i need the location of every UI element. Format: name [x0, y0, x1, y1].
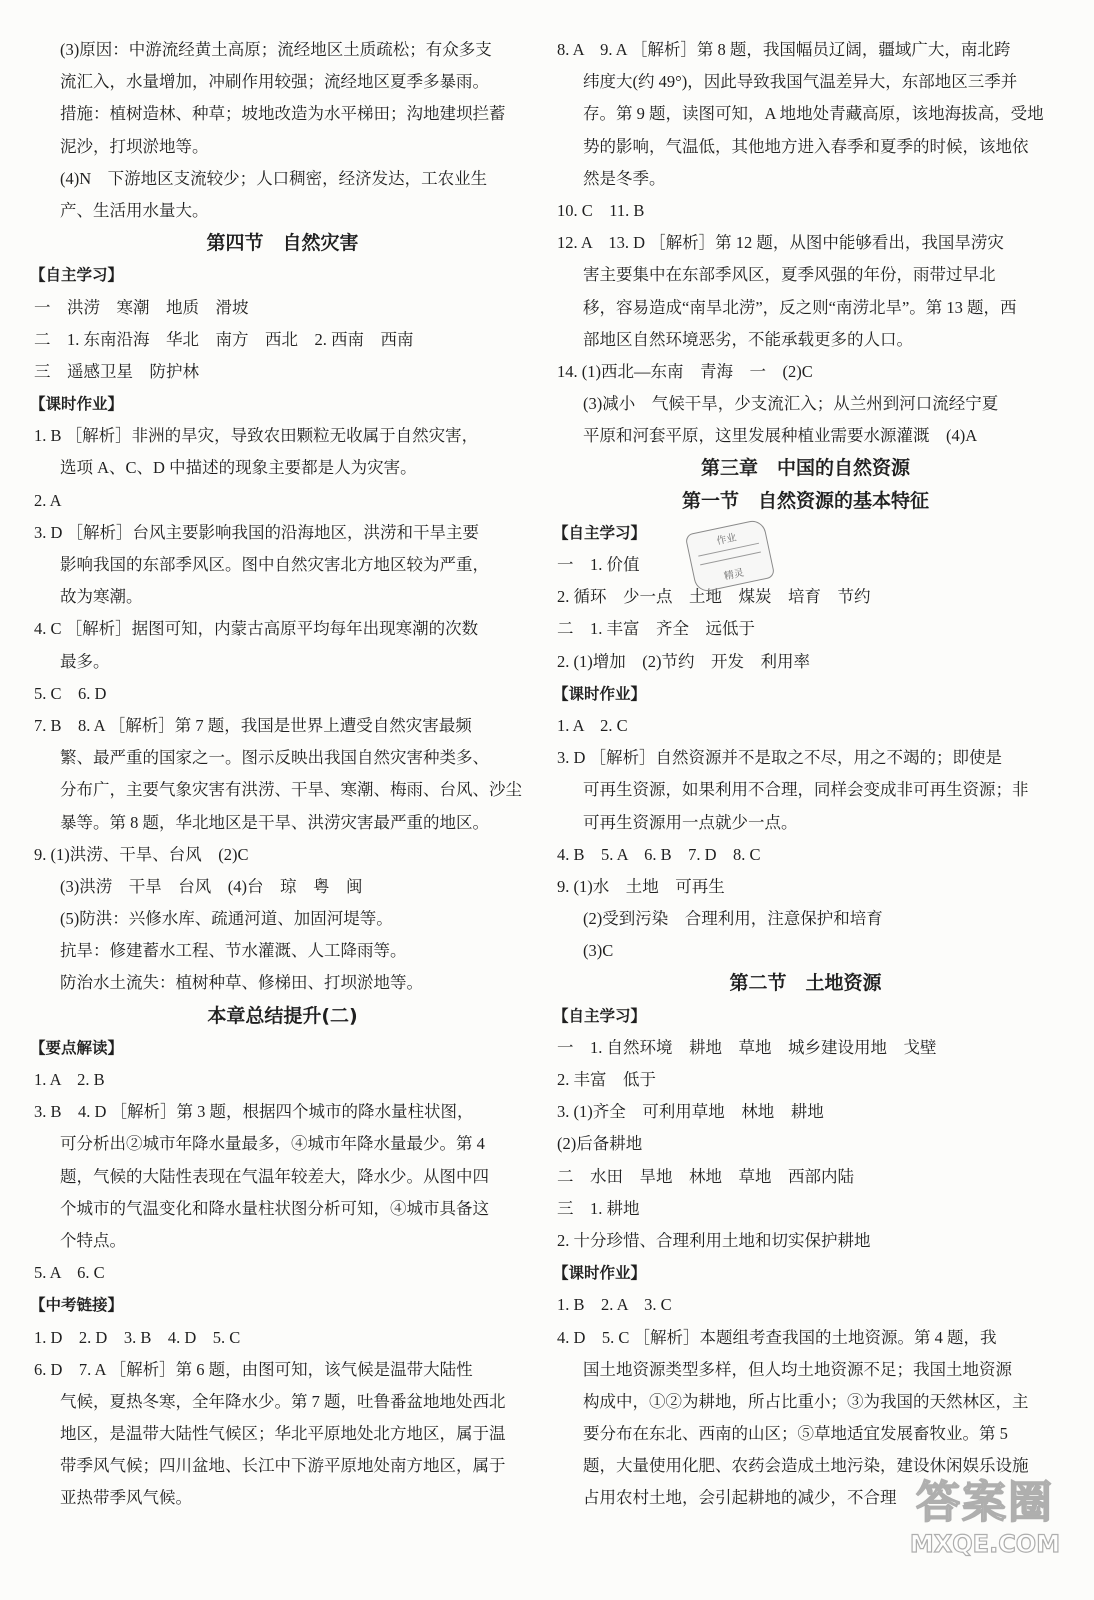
exam-link-label: 【中考链接】 — [30, 1296, 124, 1315]
answer-line: 2. 循环 少一点 土地 煤炭 培育 节约 — [557, 587, 871, 607]
chapter-title: 第三章 中国的自然资源 — [700, 457, 910, 480]
answer-line: 1. A 2. B — [34, 1070, 105, 1089]
answer-line: 二 1. 丰富 齐全 远低于 — [557, 619, 755, 639]
answer-line: 三 遥感卫星 防护林 — [34, 361, 199, 381]
answer-line: 4. D 5. C ［解析］本题组考查我国的土地资源。第 4 题，我 — [557, 1327, 997, 1347]
stamp-bottom-text: 精灵 — [723, 567, 745, 583]
answer-line: 抗旱：修建蓄水工程、节水灌溉、人工降雨等。 — [60, 941, 407, 961]
answer-line: 三 1. 耕地 — [557, 1198, 640, 1218]
answer-line: 4. C ［解析］据图可知，内蒙古高原平均每年出现寒潮的次数 — [34, 619, 479, 639]
key-points-label: 【要点解读】 — [30, 1038, 124, 1057]
answer-line: 3. D ［解析］自然资源并不是取之不尽，用之不竭的；即使是 — [557, 748, 1003, 768]
answer-line: 7. B 8. A ［解析］第 7 题，我国是世界上遭受自然灾害最频 — [34, 715, 472, 735]
answer-line: 1. A 2. C — [557, 715, 628, 735]
answer-line: 流汇入，水量增加，冲刷作用较强；流经地区夏季多暴雨。 — [60, 72, 489, 92]
answer-line: 9. (1)水 土地 可再生 — [557, 876, 725, 896]
left-column — [30, 34, 535, 1515]
answer-line: 一 1. 价值 — [557, 555, 640, 574]
answer-line: 可分析出②城市年降水量最多，④城市年降水量最少。第 4 — [60, 1134, 485, 1154]
answer-line: 移，容易造成“南旱北涝”，反之则“南涝北旱”。第 13 题，西 — [583, 297, 1017, 317]
answer-line: 亚热带季风气候。 — [60, 1488, 192, 1508]
answer-line: (3)原因：中游流经黄土高原；流经地区土质疏松；有众多支 — [60, 40, 492, 59]
answer-line: 气候，夏热冬寒，全年降水少。第 7 题，吐鲁番盆地地处西北 — [60, 1391, 506, 1411]
answer-line: 选项 A、C、D 中描述的现象主要都是人为灾害。 — [60, 458, 417, 478]
section-title: 第一节 自然资源的基本特征 — [681, 489, 929, 512]
homework-label: 【课时作业】 — [553, 1264, 647, 1283]
answer-line: 带季风气候；四川盆地、长江中下游平原地处南方地区，属于 — [60, 1456, 506, 1476]
answer-line: 2. (1)增加 (2)节约 开发 利用率 — [557, 651, 810, 671]
answer-line: 泥沙，打坝淤地等。 — [60, 136, 209, 156]
watermark — [900, 1476, 1070, 1566]
stamp-top-text: 作业 — [715, 532, 738, 548]
answer-line: 一 1. 自然环境 耕地 草地 城乡建设用地 戈壁 — [557, 1037, 937, 1057]
answer-line: 部地区自然环境恶劣，不能承载更多的人口。 — [583, 329, 913, 349]
answer-line: 2. 丰富 低于 — [557, 1070, 656, 1089]
answer-line: 题，气候的大陆性表现在气温年较差大，降水少。从图中四 — [60, 1166, 489, 1186]
answer-line: 地区，是温带大陆性气候区；华北平原地处北方地区，属于温 — [60, 1424, 506, 1444]
answer-line: 故为寒潮。 — [60, 587, 143, 607]
answer-line: (4)N 下游地区支流较少；人口稠密，经济发达，工农业生 — [60, 168, 488, 188]
answer-line: 5. C 6. D — [34, 683, 107, 703]
answer-line: 最多。 — [60, 651, 110, 671]
answer-line: (2)受到污染 合理利用，注意保护和培育 — [583, 909, 883, 929]
watermark-site: MXQE.COM — [909, 1530, 1061, 1558]
answer-line: 纬度大(约 49°)，因此导致我国气温差异大，东部地区三季并 — [583, 72, 1018, 92]
answer-line: (3)C — [583, 941, 614, 961]
answer-line: 8. A 9. A ［解析］第 8 题，我国幅员辽阔，疆域广大，南北跨 — [557, 40, 1011, 59]
answer-line: 个城市的气温变化和降水量柱状图分析可知，④城市具备这 — [60, 1198, 489, 1218]
answer-line: 二 水田 旱地 林地 草地 西部内陆 — [557, 1166, 854, 1186]
answer-line: 要分布在东北、西南的山区；⑤草地适宜发展畜牧业。第 5 — [583, 1424, 1008, 1444]
homework-label: 【课时作业】 — [30, 395, 124, 414]
watermark-logo: 答案圈 — [916, 1477, 1054, 1528]
answer-line: 14. (1)西北—东南 青海 一 (2)C — [557, 361, 813, 381]
self-study-label: 【自主学习】 — [553, 523, 647, 542]
answer-line: 占用农村土地，会引起耕地的减少，不合理 — [583, 1488, 897, 1508]
answer-line: 势的影响，气温低，其他地方进入春季和夏季的时候，该地依 — [583, 136, 1029, 156]
answer-line: 2. A — [34, 490, 62, 510]
answer-line: 1. D 2. D 3. B 4. D 5. C — [34, 1327, 241, 1347]
chapter-summary-title: 本章总结提升(二) — [207, 1004, 358, 1027]
answer-line: 二 1. 东南沿海 华北 南方 西北 2. 西南 西南 — [34, 329, 414, 349]
right-column — [553, 34, 1058, 1515]
self-study-label: 【自主学习】 — [30, 266, 124, 285]
answer-line: (2)后备耕地 — [557, 1134, 643, 1154]
answer-line: 4. B 5. A 6. B 7. D 8. C — [557, 844, 761, 864]
answer-line: 3. B 4. D ［解析］第 3 题，根据四个城市的降水量柱状图， — [34, 1102, 474, 1122]
answer-line: 暴等。第 8 题，华北地区是干旱、洪涝灾害最严重的地区。 — [60, 812, 489, 832]
self-study-label: 【自主学习】 — [553, 1006, 647, 1025]
answer-line: 3. (1)齐全 可利用草地 林地 耕地 — [557, 1102, 824, 1122]
section-title: 第二节 土地资源 — [729, 972, 882, 995]
answer-line: 可再生资源，如果利用不合理，同样会变成非可再生资源；非 — [583, 780, 1029, 800]
answer-line: 1. B 2. A 3. C — [557, 1295, 672, 1315]
answer-line: 防治水土流失：植树种草、修梯田、打坝淤地等。 — [60, 973, 423, 993]
answer-line: 6. D 7. A ［解析］第 6 题，由图可知，该气候是温带大陆性 — [34, 1359, 473, 1379]
section-title: 第四节 自然灾害 — [206, 232, 359, 255]
answer-line: 繁、最严重的国家之一。图示反映出我国自然灾害种类多、 — [60, 748, 489, 768]
answer-line: 平原和河套平原，这里发展种植业需要水源灌溉 (4)A — [583, 426, 978, 446]
answer-line: 题，大量使用化肥、农药会造成土地污染，建设休闲娱乐设施 — [583, 1456, 1029, 1476]
homework-label: 【课时作业】 — [553, 684, 647, 703]
answer-line: 产、生活用水量大。 — [60, 200, 209, 220]
answer-line: 可再生资源用一点就少一点。 — [583, 812, 798, 832]
answer-line: (3)减小 气候干旱，少支流汇入；从兰州到河口流经宁夏 — [583, 394, 999, 414]
answer-line: 1. B ［解析］非洲的旱灾，导致农田颗粒无收属于自然灾害， — [34, 426, 479, 446]
answer-line: 国土地资源类型多样，但人均土地资源不足；我国土地资源 — [583, 1359, 1012, 1379]
answer-line: 3. D ［解析］台风主要影响我国的沿海地区，洪涝和干旱主要 — [34, 522, 480, 542]
answer-line: 个特点。 — [60, 1230, 126, 1250]
answer-line: 12. A 13. D ［解析］第 12 题，从图中能够看出，我国旱涝灾 — [557, 233, 1004, 253]
answer-line: 分布广，主要气象灾害有洪涝、干旱、寒潮、梅雨、台风、沙尘 — [60, 780, 522, 800]
answer-line: 影响我国的东部季风区。图中自然灾害北方地区较为严重， — [60, 555, 489, 574]
answer-line: 2. 十分珍惜、合理利用土地和切实保护耕地 — [557, 1230, 871, 1250]
answer-line: (5)防洪：兴修水库、疏通河道、加固河堤等。 — [60, 909, 393, 929]
answer-line: 10. C 11. B — [557, 200, 645, 220]
answer-line: 措施：植树造林、种草；坡地改造为水平梯田；沟地建坝拦蓄 — [60, 104, 506, 124]
answer-line: 5. A 6. C — [34, 1263, 105, 1283]
answer-line: 存。第 9 题，读图可知，A 地地处青藏高原，该地海拔高，受地 — [583, 104, 1044, 124]
answer-line: 9. (1)洪涝、干旱、台风 (2)C — [34, 844, 249, 864]
answer-line: 构成中，①②为耕地，所占比重小；③为我国的天然林区，主 — [583, 1391, 1029, 1411]
answer-line: 然是冬季。 — [583, 168, 666, 188]
answer-line: (3)洪涝 干旱 台风 (4)台 琼 粤 闽 — [60, 876, 363, 896]
answer-line: 害主要集中在东部季风区，夏季风强的年份，雨带过早北 — [583, 265, 996, 285]
answer-line: 一 洪涝 寒潮 地质 滑坡 — [34, 297, 249, 317]
